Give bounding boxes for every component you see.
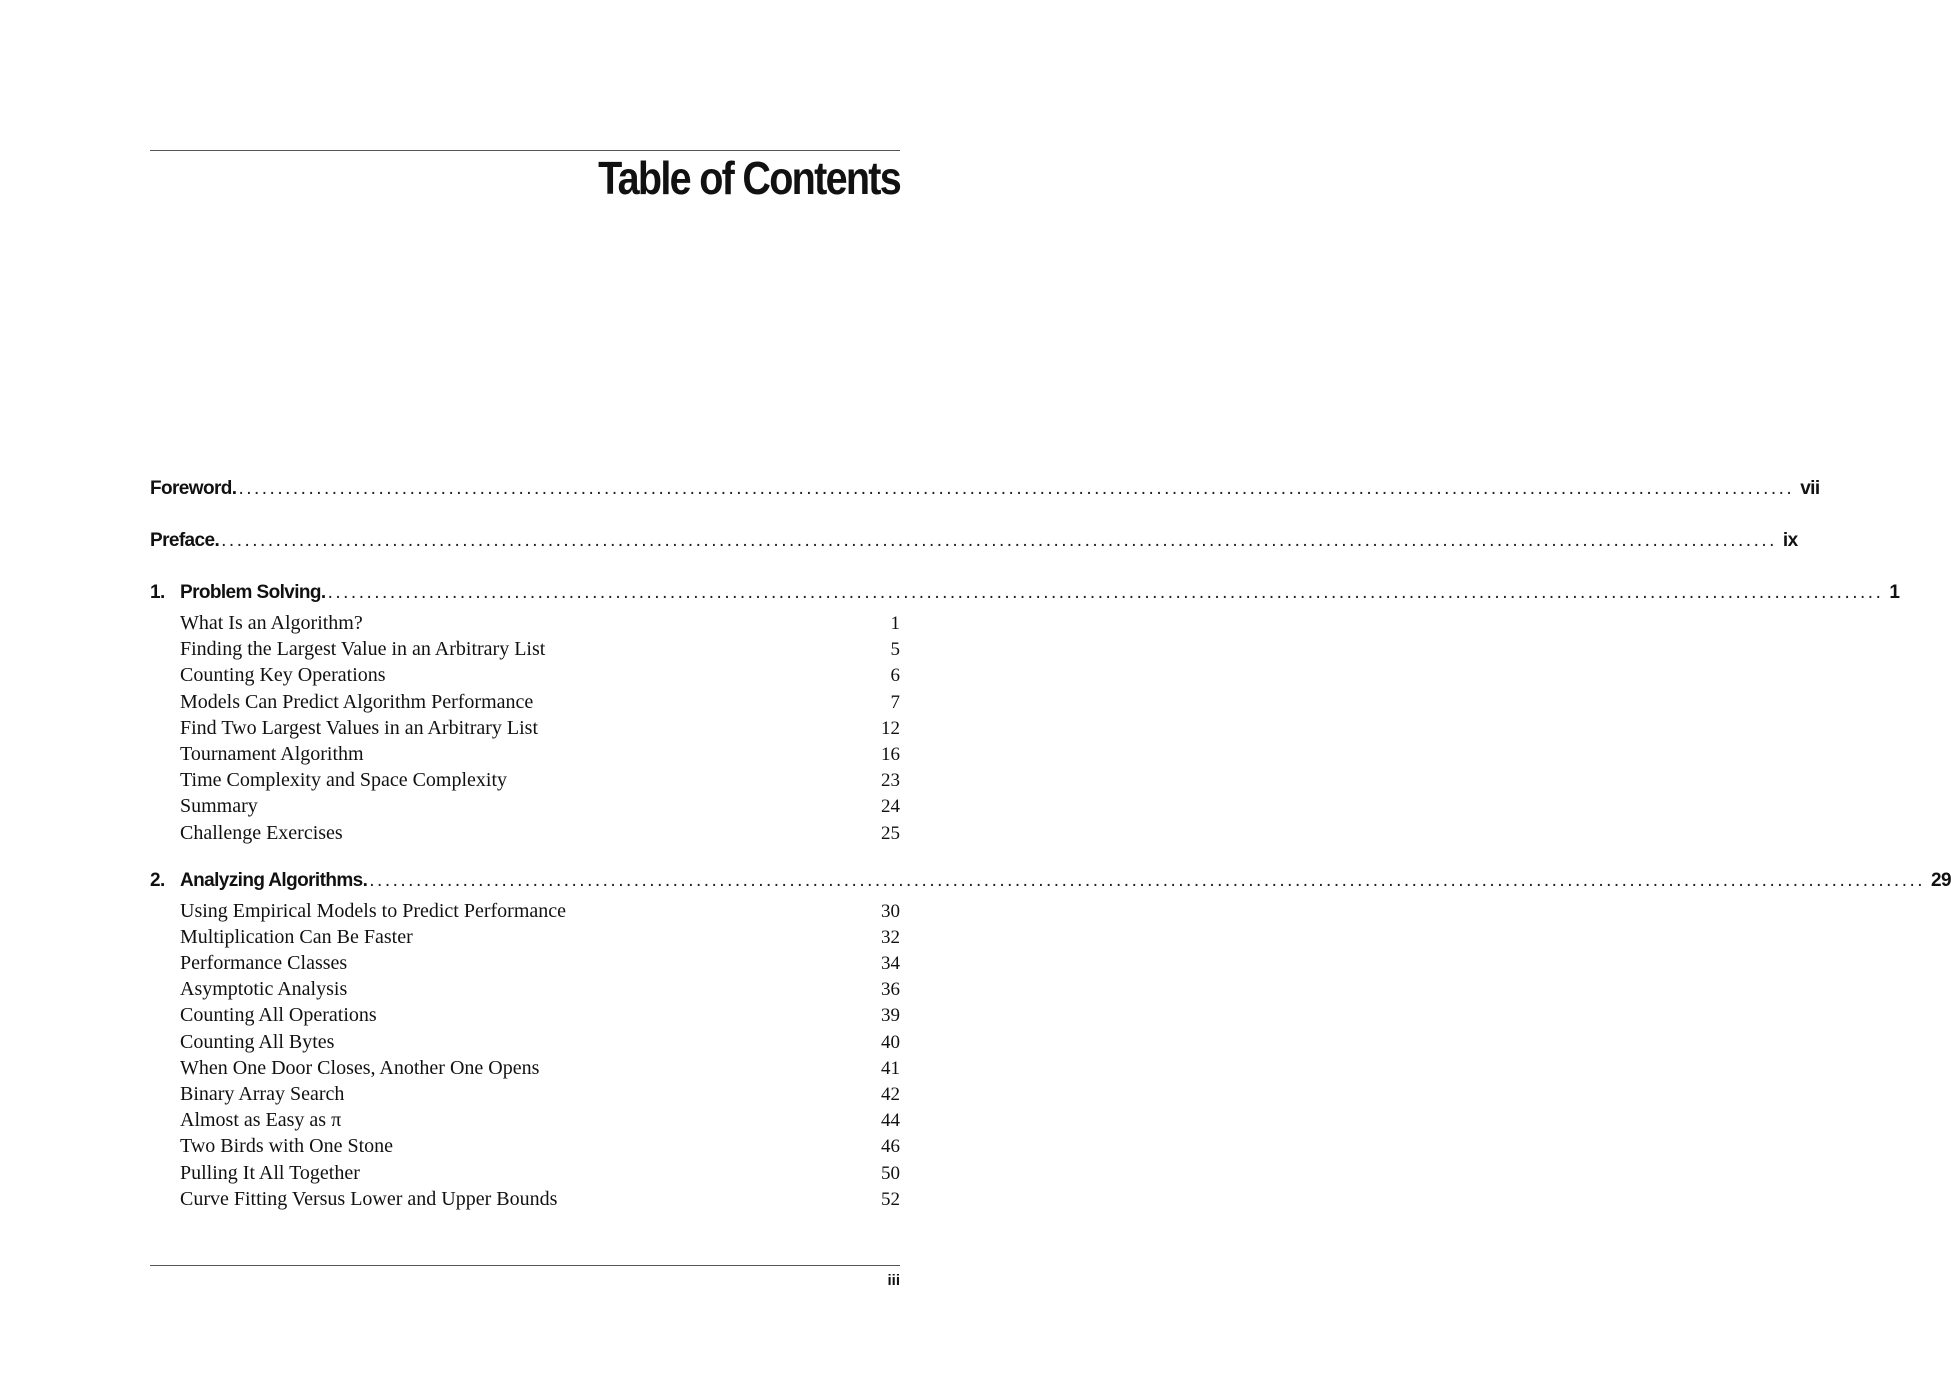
section-page: 41 <box>881 1057 900 1079</box>
section-title: Using Empirical Models to Predict Performance <box>180 899 567 922</box>
chapter-number: 2. <box>150 869 165 891</box>
section-page: 25 <box>881 822 900 844</box>
toc-entry-foreword[interactable] <box>150 478 1820 506</box>
chapter-number: 1. <box>150 582 165 603</box>
section-page: 36 <box>881 979 900 1001</box>
section-title: Counting All Bytes <box>180 1030 335 1053</box>
section-title: Summary <box>180 795 258 818</box>
section-page: 32 <box>881 926 900 948</box>
section-page: 7 <box>890 691 900 713</box>
section-title: Multiplication Can Be Faster <box>180 925 413 948</box>
section-page: 12 <box>881 717 900 739</box>
section-page: 6 <box>890 665 900 687</box>
section-title: Asymptotic Analysis <box>180 978 348 1001</box>
section-page: 34 <box>881 953 900 975</box>
dot-leader: ........................................................................................................................................................................................................ <box>327 582 1884 603</box>
toc-section[interactable] <box>180 741 900 767</box>
chapter-title: Analyzing Algorithms. <box>180 869 368 891</box>
toc-entry-title: Preface. <box>150 530 220 551</box>
section-title: Models Can Predict Algorithm Performance <box>180 690 534 713</box>
chapter-2-sections <box>180 898 900 1212</box>
chapter-title: Problem Solving. <box>180 582 326 603</box>
chapter-1-sections <box>180 610 900 846</box>
dot-leader: ........................................................................................................................................................................................................ <box>369 869 1926 891</box>
toc-section[interactable] <box>180 820 900 846</box>
section-title: Time Complexity and Space Complexity <box>180 769 508 792</box>
section-page: 39 <box>881 1005 900 1027</box>
section-page: 44 <box>881 1110 900 1132</box>
section-title: Performance Classes <box>180 952 348 975</box>
dot-leader: ........................................................................................................................................................................................................ <box>221 530 1777 551</box>
section-title: Binary Array Search <box>180 1083 345 1105</box>
section-title: Counting All Operations <box>180 1004 377 1027</box>
section-page: 30 <box>881 900 900 922</box>
toc-section[interactable] <box>180 1029 900 1055</box>
section-title: When One Door Closes, Another One Opens <box>180 1056 540 1079</box>
section-title: Almost as Easy as π <box>180 1109 342 1132</box>
toc-entry-preface[interactable] <box>150 530 1798 558</box>
dot-leader: ........................................................................................................................................................................................................ <box>238 478 1795 499</box>
page-number: iii <box>887 1272 900 1289</box>
toc-section[interactable] <box>180 610 900 636</box>
toc-section[interactable] <box>180 793 900 819</box>
bottom-rule <box>150 1265 900 1266</box>
toc-section[interactable] <box>180 1081 900 1107</box>
toc-section[interactable] <box>180 898 900 924</box>
toc-section[interactable] <box>180 1133 900 1159</box>
section-title: Two Birds with One Stone <box>180 1135 394 1158</box>
section-title: Counting Key Operations <box>180 664 386 687</box>
toc-section[interactable] <box>180 662 900 688</box>
toc-section[interactable] <box>180 924 900 950</box>
section-page: 1 <box>890 613 900 634</box>
toc-section[interactable] <box>180 1002 900 1028</box>
toc-section[interactable] <box>180 715 900 741</box>
section-page: 42 <box>881 1084 900 1105</box>
toc-entry-page: vii <box>1800 478 1820 499</box>
section-title: Curve Fitting Versus Lower and Upper Bounds <box>180 1187 558 1210</box>
toc-section[interactable] <box>180 636 900 662</box>
toc-section[interactable] <box>180 976 900 1002</box>
chapter-page: 1 <box>1889 582 1900 603</box>
toc-entry-page: ix <box>1782 530 1798 551</box>
section-page: 52 <box>881 1188 900 1210</box>
section-title: Find Two Largest Values in an Arbitrary List <box>180 716 539 739</box>
toc-section[interactable] <box>180 1107 900 1133</box>
page-title: Table of Contents <box>598 152 900 204</box>
toc-list <box>150 478 1951 1236</box>
section-page: 46 <box>881 1136 900 1158</box>
section-title: Tournament Algorithm <box>180 742 364 765</box>
section-title: Challenge Exercises <box>180 821 343 844</box>
toc-section[interactable] <box>180 1160 900 1186</box>
toc-chapter-1[interactable] <box>150 582 1900 610</box>
toc-section[interactable] <box>180 1186 900 1212</box>
section-page: 5 <box>890 639 900 661</box>
chapter-page: 29 <box>1931 869 1951 891</box>
section-page: 16 <box>881 743 900 765</box>
section-page: 24 <box>881 796 900 818</box>
toc-entry-title: Foreword. <box>150 478 237 499</box>
toc-section[interactable] <box>180 1055 900 1081</box>
toc-section[interactable] <box>180 689 900 715</box>
toc-section[interactable] <box>180 767 900 793</box>
toc-chapter-2[interactable] <box>150 869 1951 898</box>
section-title: Finding the Largest Value in an Arbitrary List <box>180 638 546 661</box>
toc-section[interactable] <box>180 950 900 976</box>
section-title: What Is an Algorithm? <box>180 612 363 634</box>
section-page: 50 <box>881 1162 900 1184</box>
section-page: 40 <box>881 1031 900 1053</box>
section-title: Pulling It All Together <box>180 1161 360 1184</box>
section-page: 23 <box>881 770 900 792</box>
